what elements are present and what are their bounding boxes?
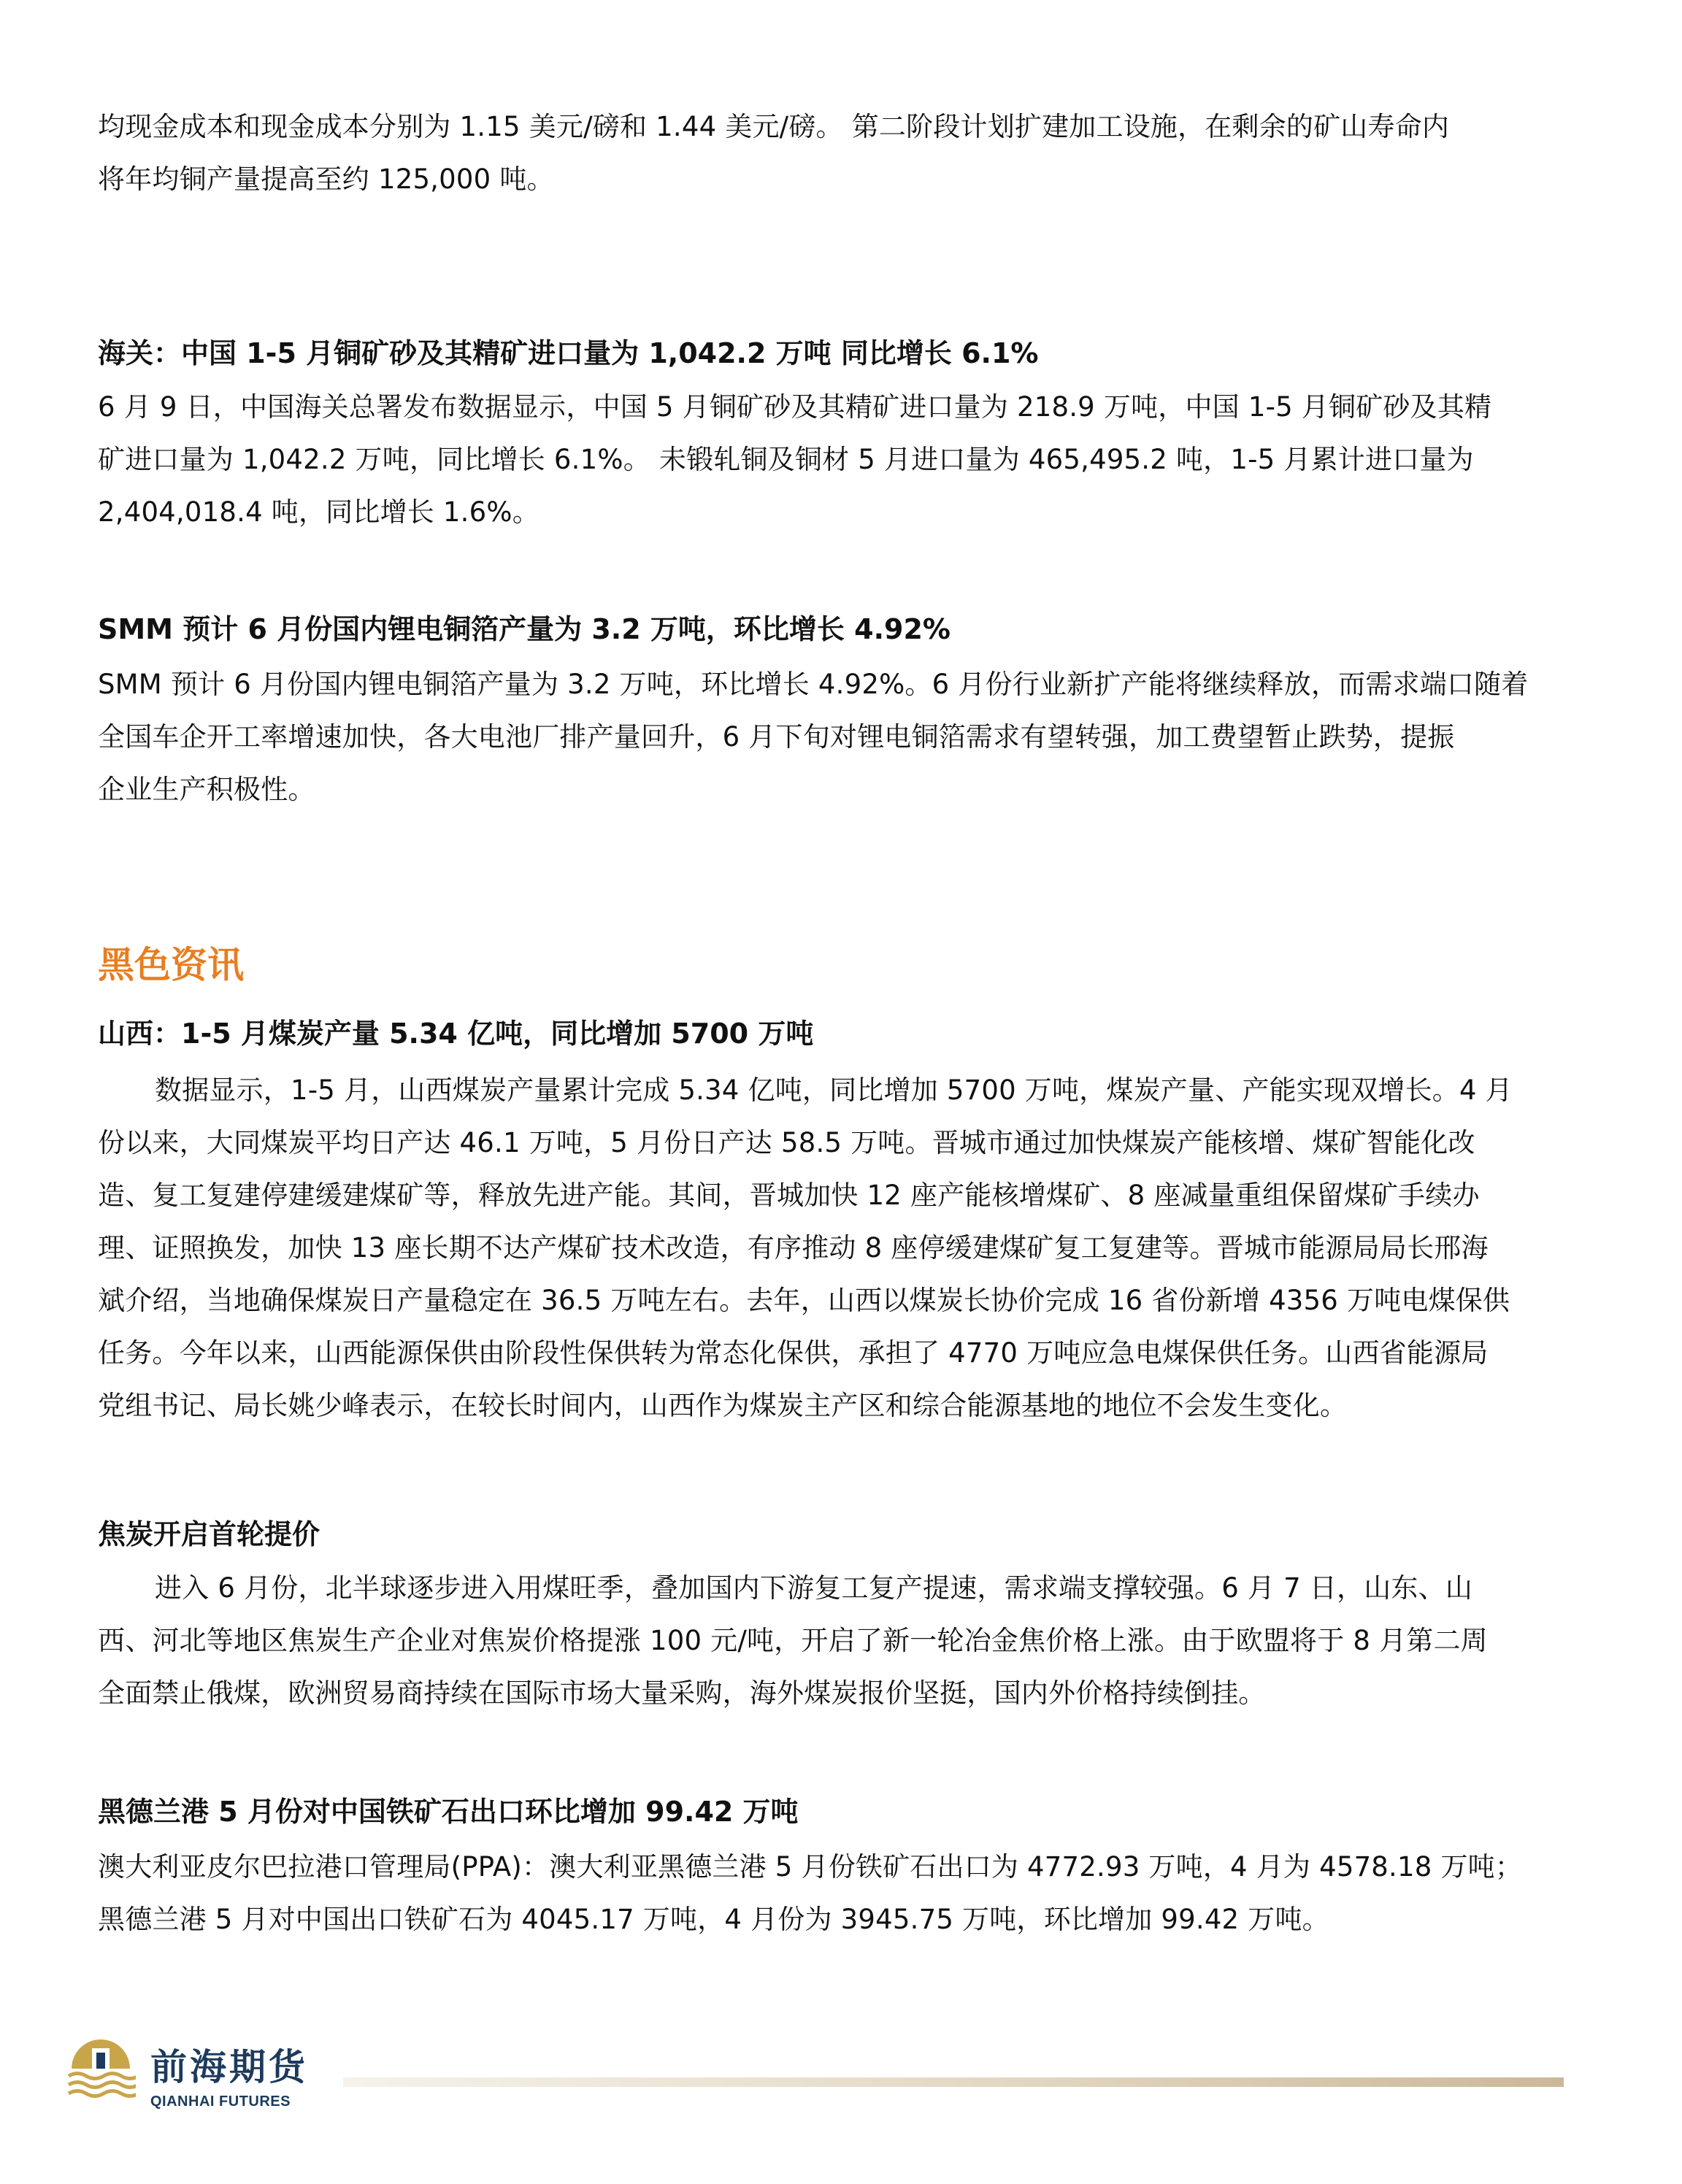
sun-over-waves-icon: [66, 2032, 136, 2105]
footer-divider-bar: [343, 2077, 1564, 2087]
company-logo: [66, 2032, 329, 2120]
paragraph-line: SMM 预计 6 月份国内锂电铜箔产量为 3.2 万吨，环比增长 4.92%。6 月份行业新扩产能将继续释放，而需求端口随着: [98, 669, 1529, 700]
news-body-shanxi: [98, 1064, 1565, 1432]
news-body-smm: [98, 658, 1565, 816]
news-body-hedland: [98, 1841, 1565, 1946]
paragraph-line: 数据显示，1-5 月，山西煤炭产量累计完成 5.34 亿吨，同比增加 5700 万吨，煤炭产量、产能实现双增长。4 月: [155, 1074, 1513, 1106]
paragraph-line: 份以来，大同煤炭平均日产达 46.1 万吨，5 月份日产达 58.5 万吨。晋城市通过加快煤炭产能核增、煤矿智能化改: [98, 1127, 1475, 1158]
news-body-customs: [98, 381, 1565, 539]
paragraph-line: 企业生产积极性。: [98, 774, 315, 805]
paragraph-line: 造、复工复建停建缓建煤矿等，释放先进产能。其间，晋城加快 12 座产能核增煤矿、8 座减量重组保留煤矿手续办: [98, 1180, 1480, 1211]
logo-english-name: QIANHAI FUTURES: [150, 2093, 291, 2110]
paragraph-line: 澳大利亚皮尔巴拉港口管理局(PPA)：澳大利亚黑德兰港 5 月份铁矿石出口为 4772.93 万吨，4 月为 4578.18 万吨；: [98, 1851, 1523, 1883]
news-title-coke: 焦炭开启首轮提价: [98, 1518, 320, 1550]
paragraph-line: 全面禁止俄煤，欧洲贸易商持续在国际市场大量采购，海外煤炭报价坚挺，国内外价格持续倒挂。: [98, 1677, 1266, 1709]
paragraph-line: 矿进口量为 1,042.2 万吨，同比增长 6.1%。 未锻轧铜及铜材 5 月进口量为 465,495.2 吨，1-5 月累计进口量为: [98, 444, 1474, 475]
news-title-customs: 海关：中国 1-5 月铜矿砂及其精矿进口量为 1,042.2 万吨 同比增长 6.1%: [98, 337, 1039, 369]
paragraph-line: 2,404,018.4 吨，同比增长 1.6%。: [98, 496, 539, 528]
paragraph-line: 党组书记、局长姚少峰表示，在较长时间内，山西作为煤炭主产区和综合能源基地的地位不会发生变化。: [98, 1390, 1348, 1421]
paragraph-line: 黑德兰港 5 月对中国出口铁矿石为 4045.17 万吨，4 月份为 3945.75 万吨，环比增加 99.42 万吨。: [98, 1904, 1329, 1935]
paragraph-line: 任务。今年以来，山西能源保供由阶段性保供转为常态化保供，承担了 4770 万吨应急电煤保供任务。山西省能源局: [98, 1337, 1489, 1369]
news-title-shanxi: 山西：1-5 月煤炭产量 5.34 亿吨，同比增加 5700 万吨: [98, 1018, 814, 1050]
news-title-hedland: 黑德兰港 5 月份对中国铁矿石出口环比增加 99.42 万吨: [98, 1796, 799, 1828]
news-title-smm: SMM 预计 6 月份国内锂电铜箔产量为 3.2 万吨，环比增长 4.92%: [98, 613, 951, 645]
section-title: 黑色资讯: [98, 944, 244, 986]
paragraph-line: 斌介绍，当地确保煤炭日产量稳定在 36.5 万吨左右。去年，山西以煤炭长协价完成 16 省份新增 4356 万吨电煤保供: [98, 1285, 1510, 1316]
paragraph-line: 均现金成本和现金成本分别为 1.15 美元/磅和 1.44 美元/磅。 第二阶段计划扩建加工设施，在剩余的矿山寿命内: [98, 111, 1450, 142]
paragraph-line: 6 月 9 日，中国海关总署发布数据显示，中国 5 月铜矿砂及其精矿进口量为 218.9 万吨，中国 1-5 月铜矿砂及其精: [98, 391, 1492, 423]
paragraph-line: 进入 6 月份，北半球逐步进入用煤旺季，叠加国内下游复工复产提速，需求端支撑较强。6 月 7 日，山东、山: [155, 1572, 1473, 1604]
paragraph-line: 理、证照换发，加快 13 座长期不达产煤矿技术改造，有序推动 8 座停缓建煤矿复工复建等。晋城市能源局局长邢海: [98, 1232, 1489, 1264]
news-body-coke: [98, 1562, 1565, 1720]
logo-chinese-name: 前海期货: [150, 2045, 308, 2088]
paragraph-line: 全国车企开工率增速加快，各大电池厂排产量回升，6 月下旬对锂电铜箔需求有望转强，加工费望暂止跌势，提振: [98, 721, 1455, 753]
paragraph-line: 西、河北等地区焦炭生产企业对焦炭价格提涨 100 元/吨，开启了新一轮冶金焦价格上涨。由于欧盟将于 8 月第二周: [98, 1625, 1488, 1656]
paragraph-line: 将年均铜产量提高至约 125,000 吨。: [98, 164, 554, 195]
continuation-paragraph: [98, 101, 1565, 206]
